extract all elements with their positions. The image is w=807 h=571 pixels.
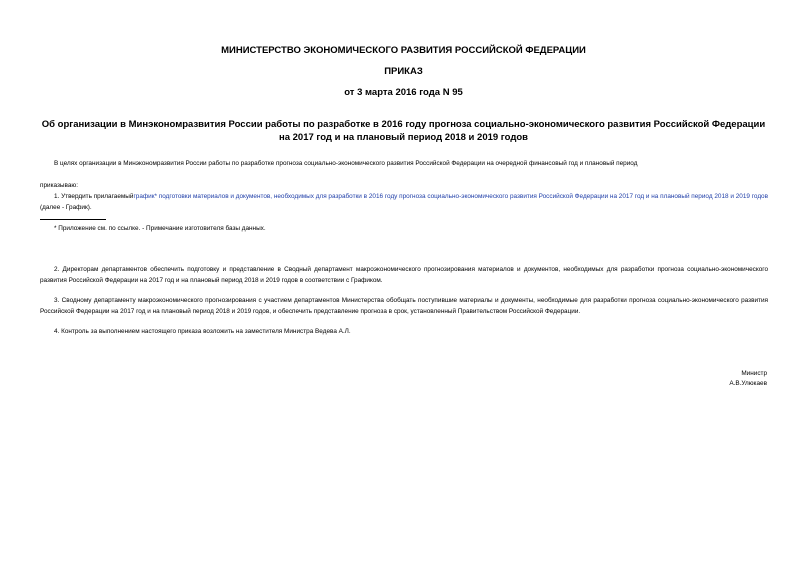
item-2-paragraph: 2. Директорам департаментов обеспечить подготовку и представление в Сводный департамент макроэкономического прогнозирования материалов и документов, необходимых для разработки прогноза социально-экономического развития Российской Федерации на 2017 год и на плановый период 2018 и 2019 годов в соответствии с Графиком. — [40, 266, 768, 284]
ministry-heading: МИНИСТЕРСТВО ЭКОНОМИЧЕСКОГО РАЗВИТИЯ РОССИЙСКОЙ ФЕДЕРАЦИИ — [221, 45, 586, 56]
item-3-paragraph: 3. Сводному департаменту макроэкономического прогнозирования с участием департаментов Министерства обобщать поступившие материалы и документы, необходимые для разработки прогноза социально-экономического развития Российской Федерации на 2017 год и на плановый период 2018 и 2019 годов, и обеспечить представление прогноза в срок, установленный Правительством Российской Федерации. — [40, 297, 768, 315]
footnote-divider — [40, 219, 106, 220]
preamble-paragraph: В целях организации в Минэкономразвития России работы по разработке прогноза социально-экономического развития Российской Федерации на очередной финансовый год и плановый период — [54, 160, 638, 167]
footnote-text: * Приложение см. по ссылке. - Примечание изготовителя базы данных. — [54, 225, 266, 232]
item-4-paragraph: 4. Контроль за выполнением настоящего приказа возложить на заместителя Министра Ведева А.Л. — [54, 328, 351, 335]
schedule-link[interactable]: график* подготовки материалов и документов, необходимых для разработки в 2016 году прогноза социально-экономического развития Российской Федерации на 2017 год и на плановый период 2018 и 2019 годов — [133, 193, 768, 200]
doc-type-heading: ПРИКАЗ — [384, 66, 423, 77]
order-word: приказываю: — [40, 182, 78, 189]
signature-position: Министр — [741, 370, 767, 377]
date-number-heading: от 3 марта 2016 года N 95 — [344, 87, 463, 98]
item-1-paragraph — [40, 192, 768, 213]
document-title: Об организации в Минэкономразвития России работы по разработке в 2016 году прогноза социально-экономического развития Российской Федерации на 2017 год и на плановый период 2018 и 2019 годов — [41, 119, 766, 143]
item-1-suffix: (далее - График). — [40, 203, 92, 211]
signature-name: А.В.Улюкаев — [729, 380, 767, 387]
item-1-prefix: 1. Утвердить прилагаемый — [54, 193, 134, 200]
